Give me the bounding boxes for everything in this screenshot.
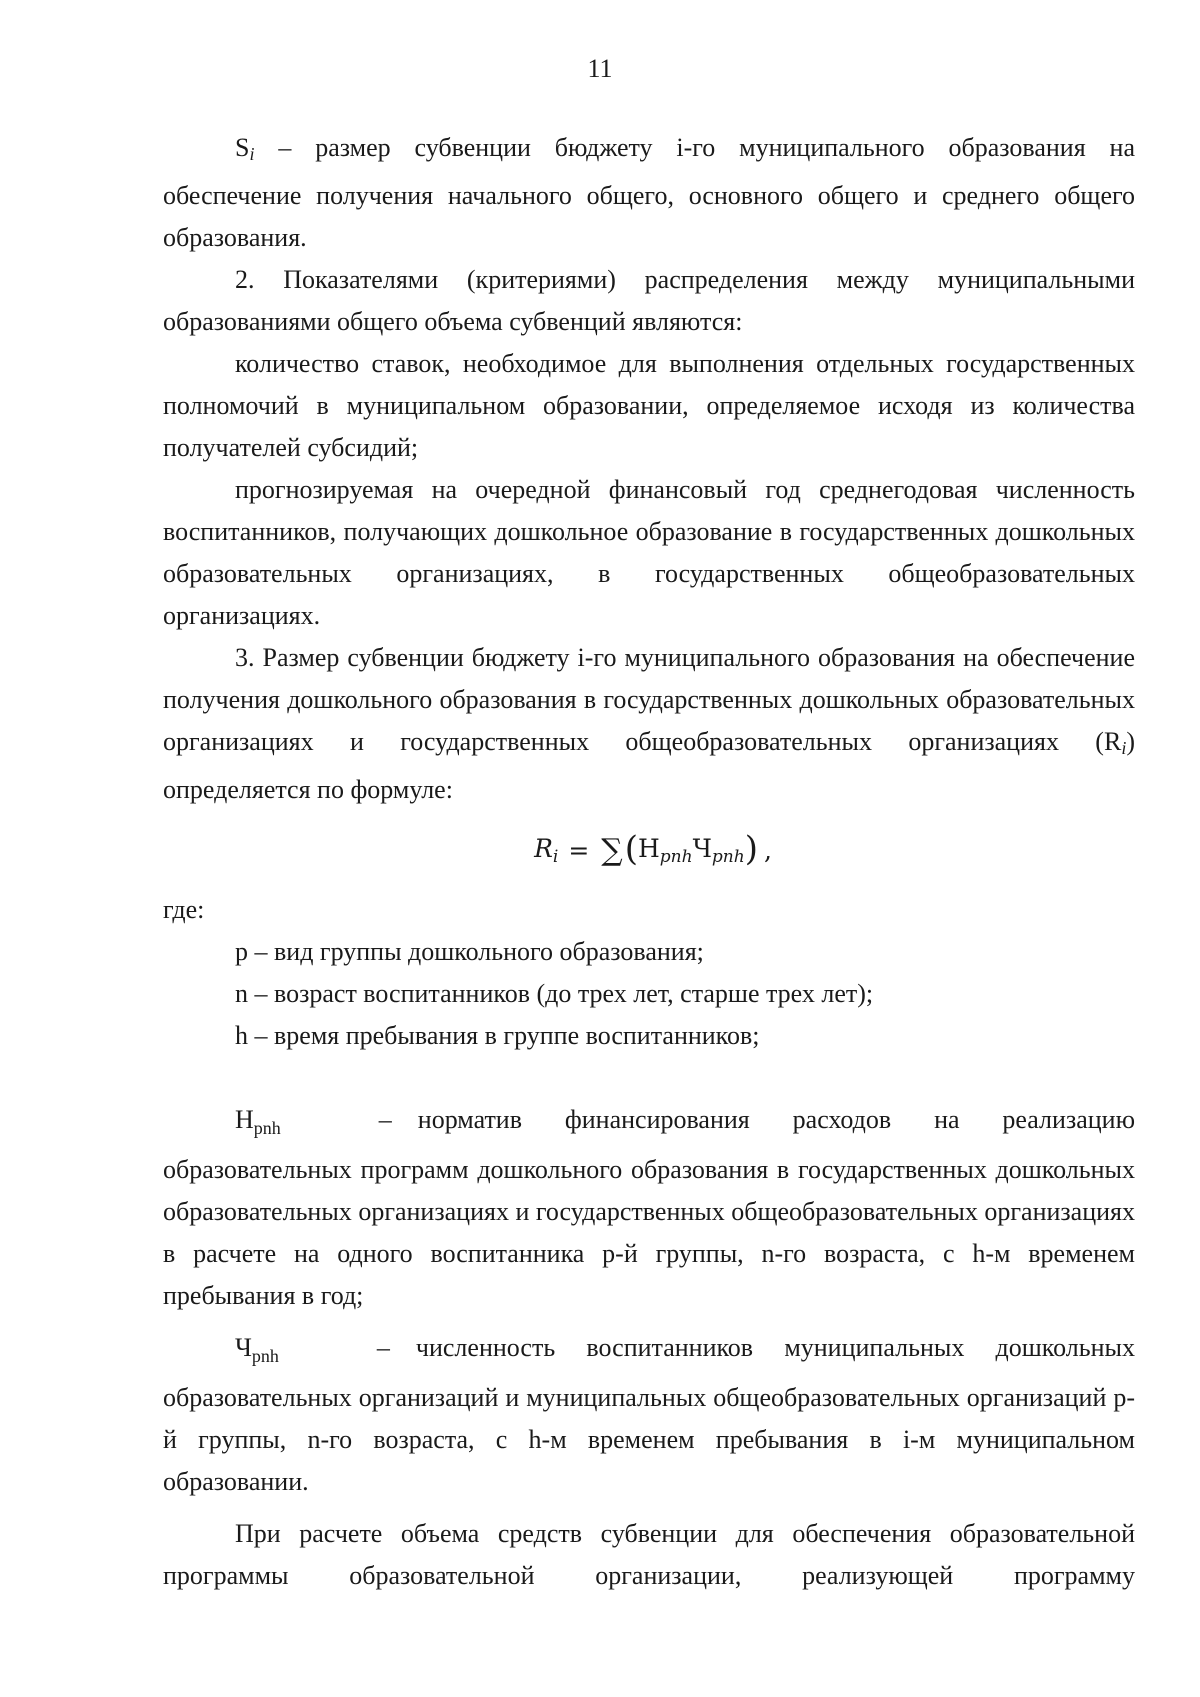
paragraph-prognoziruemaya: прогнозируемая на очередной финансовый год среднегодовая численность воспитанников, получающих дошкольное образование в государственных дошкольных образовательных организациях, в государственных общеобразовательных организациях.: [163, 475, 1135, 630]
dash: –: [376, 1333, 390, 1362]
paragraph-n-definition: [163, 1099, 1135, 1317]
paragraph-text: 3. Размер субвенции бюджету i-го муниципального образования на обеспечение получения дошкольного образования в государственных дошкольных образовательных организациях и государственных общеобразовательных организациях (R: [163, 643, 1135, 756]
paragraph-text: численность воспитанников муниципальных дошкольных образовательных организаций и муниципальных общеобразовательных организаций p-й группы, n-го возраста, с h-м временем пребывания в i-м муниципальном образовании.: [163, 1333, 1135, 1496]
spacer: [163, 1057, 1135, 1099]
spacer: [163, 1317, 1135, 1327]
paragraph-2: 2. Показателями (критериями) распределения между муниципальными образованиями общего объема субвенций являются:: [163, 265, 1135, 336]
spacer: [163, 1503, 1135, 1513]
document-body: [163, 127, 1135, 1597]
formula-lhs: $R_i$: [534, 833, 559, 867]
paragraph-pri-raschete: При расчете объема средств субвенции для обеспечения образовательной программы образовательной организации, реализующей программу: [163, 1519, 1135, 1590]
formula-ch-term: $Ч_{pnh}$: [692, 833, 745, 867]
paragraph-3: [163, 637, 1135, 811]
formula-n-term: $Н_{pnh}$: [637, 833, 693, 867]
symbol-ch-pnh: $Ч_{pnh}$: [235, 1333, 279, 1366]
formula-equals: =: [568, 835, 590, 865]
definition-n: n – возраст воспитанников (до трех лет, старше трех лет);: [235, 979, 874, 1008]
paragraph-kolichestvo: количество ставок, необходимое для выполнения отдельных государственных полномочий в муниципальном образовании, определяемое исходя из количества получателей субсидий;: [163, 349, 1135, 462]
paragraph-s-definition: [163, 127, 1135, 259]
definition-p: p – вид группы дошкольного образования;: [235, 937, 704, 966]
paragraph-text: размер субвенции бюджету i-го муниципального образования на обеспечение получения начального общего, основного общего и среднего общего образования.: [163, 133, 1135, 252]
symbol-n-pnh: $Н_{pnh}$: [235, 1105, 281, 1138]
definition-h: h – время пребывания в группе воспитанников;: [235, 1021, 760, 1050]
symbol-s: Si: [235, 133, 255, 164]
subscript-i: i: [1121, 738, 1127, 758]
formula-close-paren: ): [744, 829, 758, 869]
paragraph-ch-definition: [163, 1327, 1135, 1503]
formula-open-paren: (: [624, 829, 638, 869]
page-number: 11: [587, 54, 613, 83]
paragraph-text: ) определяется по формуле:: [163, 727, 1135, 804]
dash: –: [378, 1105, 392, 1134]
dash: –: [278, 133, 292, 162]
formula-comma: ,: [763, 835, 772, 865]
formula-sum-sign: ∑: [601, 832, 623, 868]
where-label: где:: [163, 895, 205, 924]
formula-ri: [163, 811, 1135, 889]
paragraph-text: норматив финансирования расходов на реализацию образовательных программ дошкольного образования в государственных дошкольных образовательных организациях и государственных общеобразовательных организациях в расчете на одного воспитанника p-й группы, n-го возраста, с h-м временем пребывания в год;: [163, 1105, 1135, 1310]
